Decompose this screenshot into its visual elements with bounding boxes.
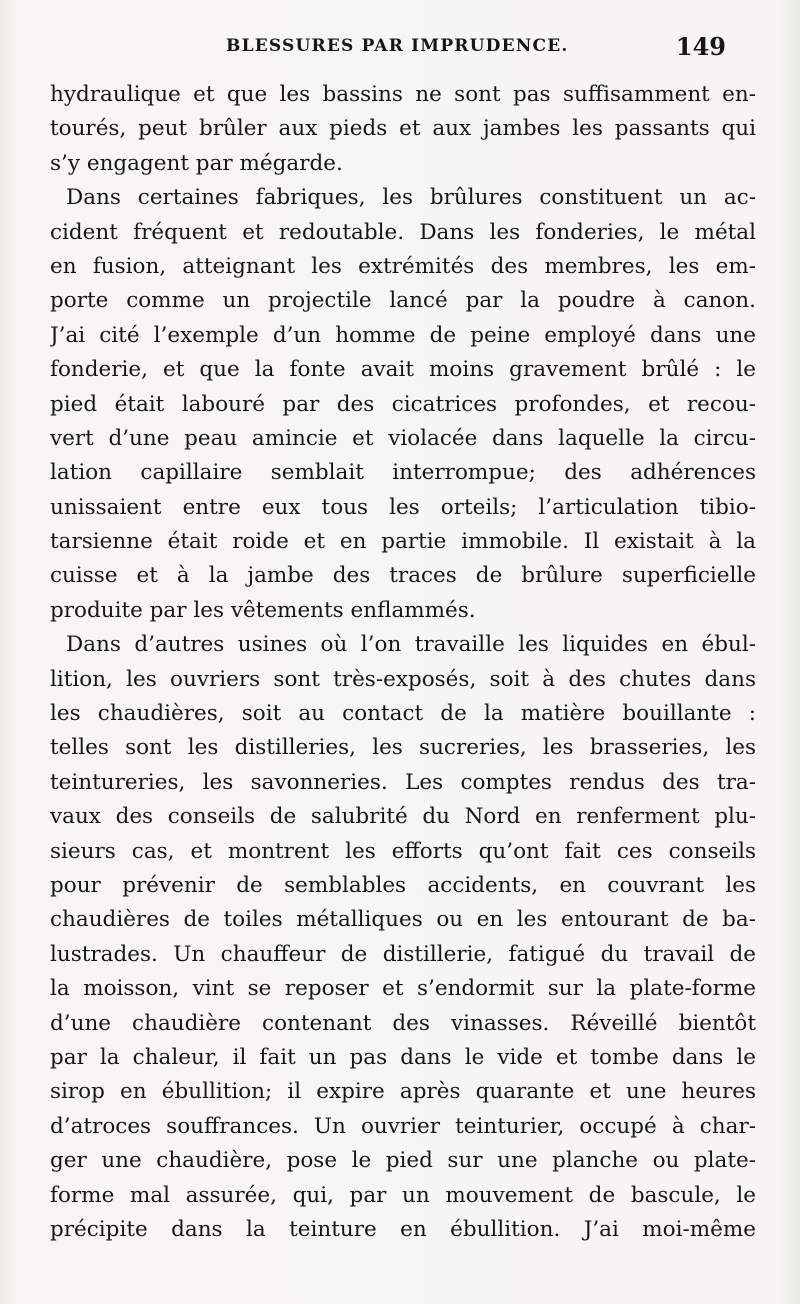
- text-line: la moisson, vint se reposer et s’endormit sur la plate-forme: [50, 976, 756, 1002]
- text-line: d’une chaudière contenant des vinasses. Réveillé bientôt: [50, 1010, 756, 1036]
- text-line: unissaient entre eux tous les orteils; l’articulation tibio-: [50, 494, 756, 520]
- body-text: [50, 78, 756, 1247]
- paragraph-first-line: Dans d’autres usines où l’on travaille les liquides en ébul-: [66, 632, 756, 658]
- running-title: BLESSURES PAR IMPRUDENCE.: [226, 36, 569, 56]
- text-line: hydraulique et que les bassins ne sont pas suffisamment en-: [50, 82, 756, 107]
- text-line: tourés, peut brûler aux pieds et aux jambes les passants qui: [50, 116, 756, 142]
- text-line: J’ai cité l’exemple d’un homme de peine employé dans une: [50, 322, 756, 348]
- text-line: pied était labouré par des cicatrices profondes, et recou-: [50, 391, 756, 417]
- text-line: pour prévenir de semblables accidents, en couvrant les: [50, 872, 756, 898]
- text-line: sirop en ébullition; il expire après quarante et une heures: [50, 1079, 756, 1105]
- text-line: cuisse et à la jambe des traces de brûlure superficielle: [50, 563, 756, 589]
- text-line: vert d’une peau amincie et violacée dans laquelle la circu-: [50, 425, 756, 451]
- text-line: fonderie, et que la fonte avait moins gravement brûlé : le: [50, 357, 756, 383]
- text-line: par la chaleur, il fait un pas dans le vide et tombe dans le: [50, 1044, 756, 1070]
- text-line: lation capillaire semblait interrompue; des adhérences: [50, 460, 756, 486]
- text-line: forme mal assurée, qui, par un mouvement de bascule, le: [50, 1182, 756, 1208]
- text-line: ger une chaudière, pose le pied sur une planche ou plate-: [50, 1148, 756, 1174]
- text-line: telles sont les distilleries, les sucreries, les brasseries, les: [50, 735, 756, 761]
- text-line: tarsienne était roide et en partie immobile. Il existait à la: [50, 529, 756, 555]
- text-line: lustrades. Un chauffeur de distillerie, fatigué du travail de: [50, 941, 756, 967]
- text-line: s’y engagent par mégarde.: [50, 150, 343, 176]
- text-line: en fusion, atteignant les extrémités des membres, les em-: [50, 253, 756, 279]
- text-line: précipite dans la teinture en ébullition. J’ai moi-même: [50, 1216, 756, 1242]
- page-number: 149: [675, 32, 726, 61]
- text-line: porte comme un projectile lancé par la poudre à canon.: [50, 288, 756, 314]
- text-line: produite par les vêtements enflammés.: [50, 597, 476, 623]
- text-line: chaudières de toiles métalliques ou en les entourant de ba-: [50, 907, 756, 933]
- text-line: d’atroces souffrances. Un ouvrier teinturier, occupé à char-: [50, 1113, 756, 1139]
- running-head: [56, 34, 726, 64]
- text-line: teintureries, les savonneries. Les comptes rendus des tra-: [50, 769, 756, 795]
- text-line: sieurs cas, et montrent les efforts qu’ont fait ces conseils: [50, 838, 756, 864]
- text-line: les chaudières, soit au contact de la matière bouillante :: [50, 701, 756, 727]
- text-line: lition, les ouvriers sont très-exposés, soit à des chutes dans: [50, 666, 756, 692]
- paragraph-first-line: Dans certaines fabriques, les brûlures constituent un ac-: [66, 185, 756, 211]
- text-line: cident fréquent et redoutable. Dans les fonderies, le métal: [50, 219, 756, 245]
- text-line: vaux des conseils de salubrité du Nord en renferment plu-: [50, 804, 756, 830]
